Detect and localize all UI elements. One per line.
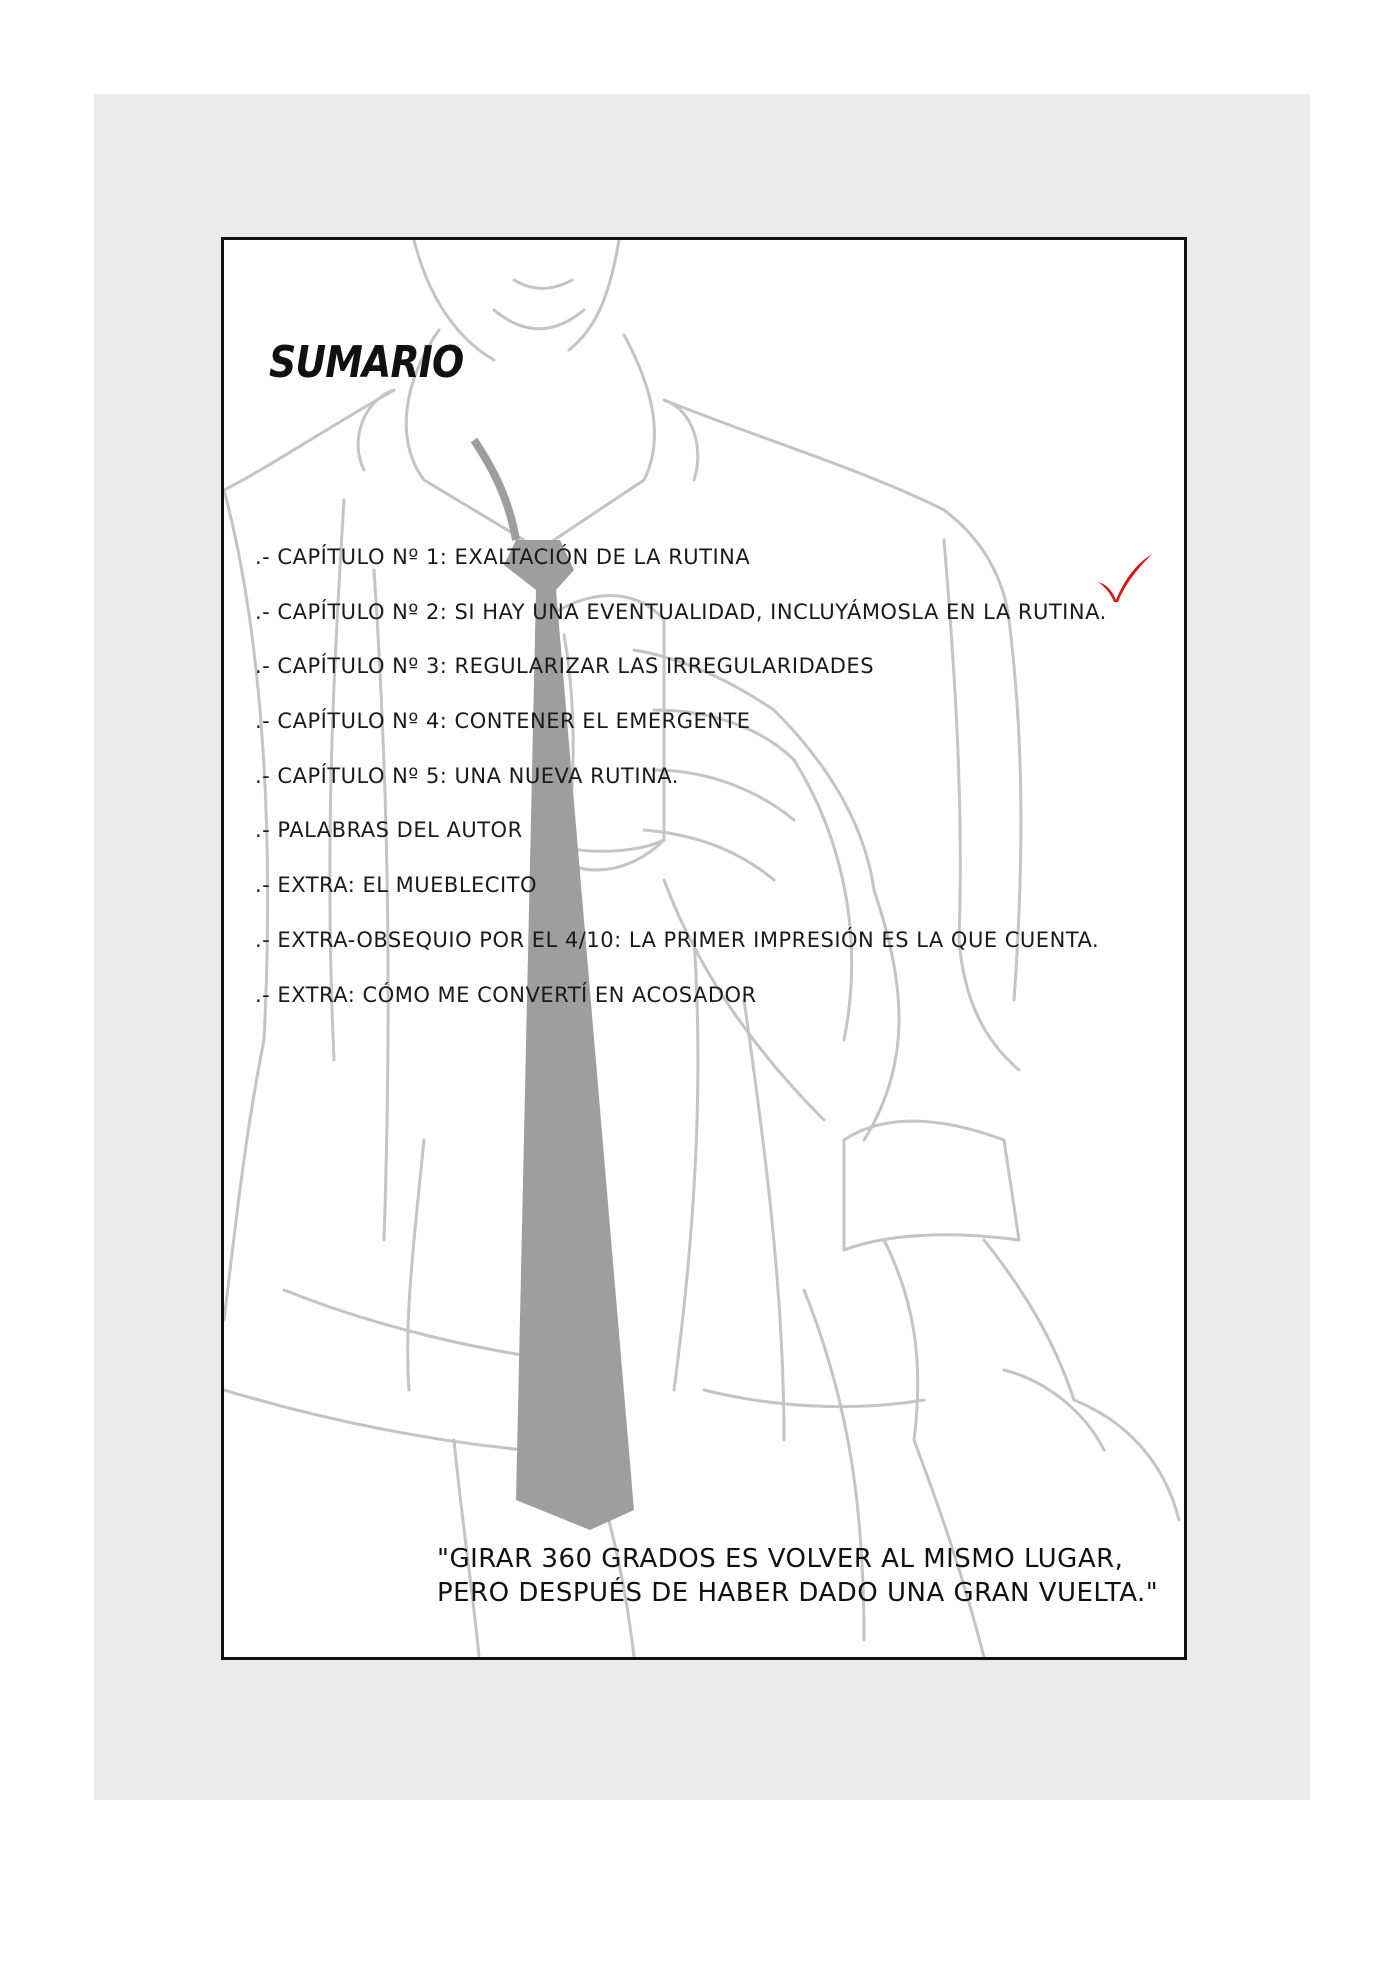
summary-title: SUMARIO bbox=[269, 337, 464, 388]
quote-line-1: "GIRAR 360 GRADOS ES VOLVER AL MISMO LUGAR, bbox=[437, 1544, 1124, 1574]
toc-item-extra-acosador: .- EXTRA: CÓMO ME CONVERTÍ EN ACOSADOR bbox=[255, 982, 757, 1007]
summary-panel bbox=[221, 237, 1187, 1660]
toc-item-chapter-3: .- CAPÍTULO Nº 3: REGULARIZAR LAS IRREGULARIDADES bbox=[255, 654, 875, 679]
toc-item-extra-obsequio: .- EXTRA-OBSEQUIO POR EL 4/10: LA PRIMER IMPRESIÓN ES LA QUE CUENTA. bbox=[255, 927, 1100, 952]
toc-item-chapter-2: .- CAPÍTULO Nº 2: SI HAY UNA EVENTUALIDAD, INCLUYÁMOSLA EN LA RUTINA. bbox=[255, 599, 1107, 624]
toc-item-chapter-5: .- CAPÍTULO Nº 5: UNA NUEVA RUTINA. bbox=[255, 763, 679, 788]
red-checkmark-icon bbox=[1094, 552, 1154, 604]
toc-item-extra-mueblecito: .- EXTRA: EL MUEBLECITO bbox=[255, 873, 538, 898]
toc-item-author-words: .- PALABRAS DEL AUTOR bbox=[255, 818, 523, 843]
toc-item-chapter-1: .- CAPÍTULO Nº 1: EXALTACIÓN DE LA RUTINA bbox=[255, 545, 751, 569]
closing-quote bbox=[437, 1542, 1167, 1610]
toc-item-chapter-4: .- CAPÍTULO Nº 4: CONTENER EL EMERGENTE bbox=[255, 709, 751, 734]
table-of-contents bbox=[255, 530, 1175, 1022]
quote-line-2: PERO DESPUÉS DE HABER DADO UNA GRAN VUELTA." bbox=[437, 1578, 1159, 1608]
